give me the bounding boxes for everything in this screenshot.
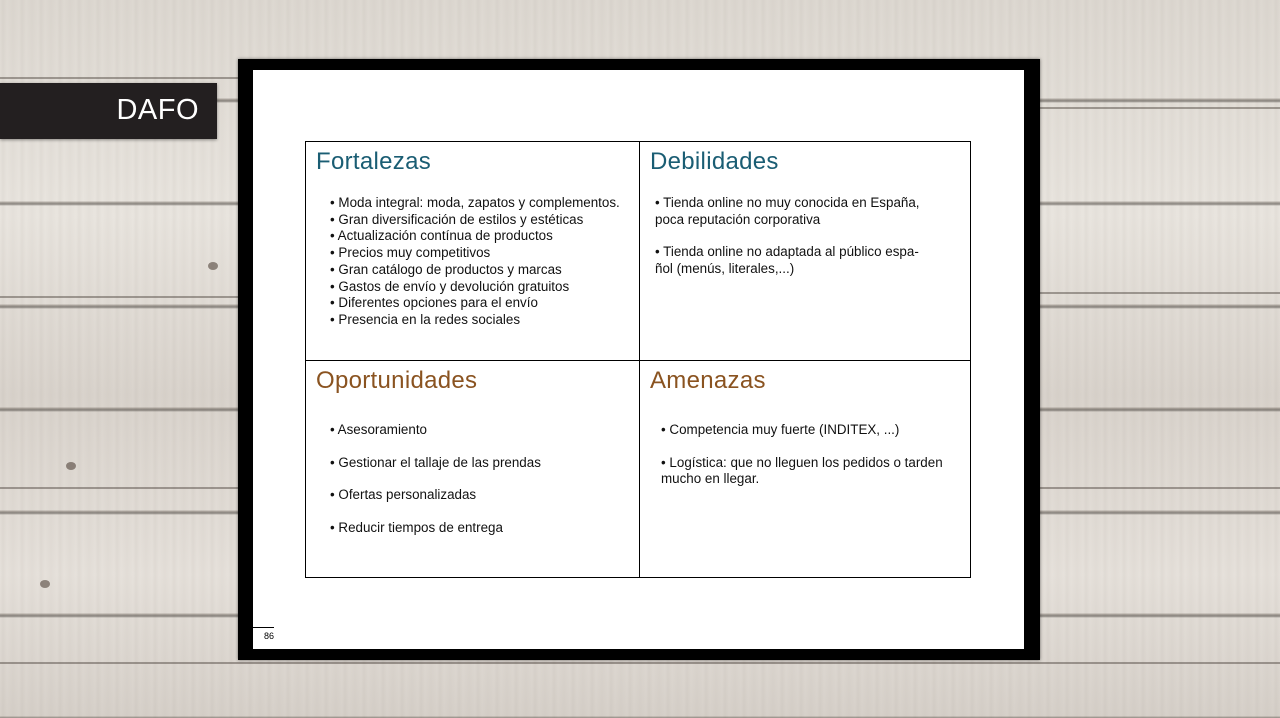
list-item: • Logística: que no lleguen los pedidos o tarden mucho en llegar. xyxy=(661,455,961,488)
list-item: • Gastos de envío y devolución gratuitos xyxy=(330,279,620,296)
oportunidades-quadrant xyxy=(306,361,639,577)
list-item: • Moda integral: moda, zapatos y complementos. xyxy=(330,195,620,212)
fortalezas-list xyxy=(330,195,620,329)
wood-plank-seam xyxy=(0,77,240,79)
list-item: • Reducir tiempos de entrega xyxy=(330,520,541,537)
debilidades-heading: Debilidades xyxy=(650,148,779,175)
debilidades-list xyxy=(655,195,955,294)
amenazas-quadrant xyxy=(640,361,971,577)
list-item: • Precios muy competitivos xyxy=(330,245,620,262)
list-item: • Asesoramiento xyxy=(330,422,541,439)
oportunidades-heading: Oportunidades xyxy=(316,367,478,394)
slide-title: DAFO xyxy=(116,94,199,126)
wood-knot xyxy=(208,262,218,270)
list-item: • Gran catálogo de productos y marcas xyxy=(330,262,620,279)
wood-plank-seam xyxy=(0,487,240,489)
fortalezas-heading: Fortalezas xyxy=(316,148,432,175)
wood-plank-seam xyxy=(1040,487,1280,489)
document-frame xyxy=(238,59,1040,660)
debilidades-quadrant xyxy=(640,142,971,360)
wood-plank-seam xyxy=(0,296,240,298)
wood-plank-seam xyxy=(1040,292,1280,294)
list-item: • Gestionar el tallaje de las prendas xyxy=(330,455,541,472)
wood-knot xyxy=(66,462,76,470)
amenazas-heading: Amenazas xyxy=(650,367,766,394)
wood-plank-seam xyxy=(1040,107,1280,109)
list-item: • Tienda online no muy conocida en España, poca reputación corporativa xyxy=(655,195,955,228)
document-page xyxy=(253,70,1024,649)
list-item: • Gran diversificación de estilos y estéticas xyxy=(330,212,620,229)
oportunidades-list xyxy=(330,422,541,553)
list-item: • Diferentes opciones para el envío xyxy=(330,295,620,312)
wood-plank-seam xyxy=(0,662,1280,664)
fortalezas-quadrant xyxy=(306,142,639,360)
list-item: • Presencia en la redes sociales xyxy=(330,312,620,329)
amenazas-list xyxy=(661,422,961,504)
list-item: • Actualización contínua de productos xyxy=(330,228,620,245)
slide-title-tab xyxy=(0,83,217,139)
wood-knot xyxy=(40,580,50,588)
page-number-rule xyxy=(253,627,274,628)
list-item: • Ofertas personalizadas xyxy=(330,487,541,504)
list-item: • Tienda online no adaptada al público espa- ñol (menús, literales,...) xyxy=(655,244,955,277)
list-item: • Competencia muy fuerte (INDITEX, ...) xyxy=(661,422,961,439)
dafo-matrix xyxy=(305,141,971,578)
page-number: 86 xyxy=(264,631,275,641)
